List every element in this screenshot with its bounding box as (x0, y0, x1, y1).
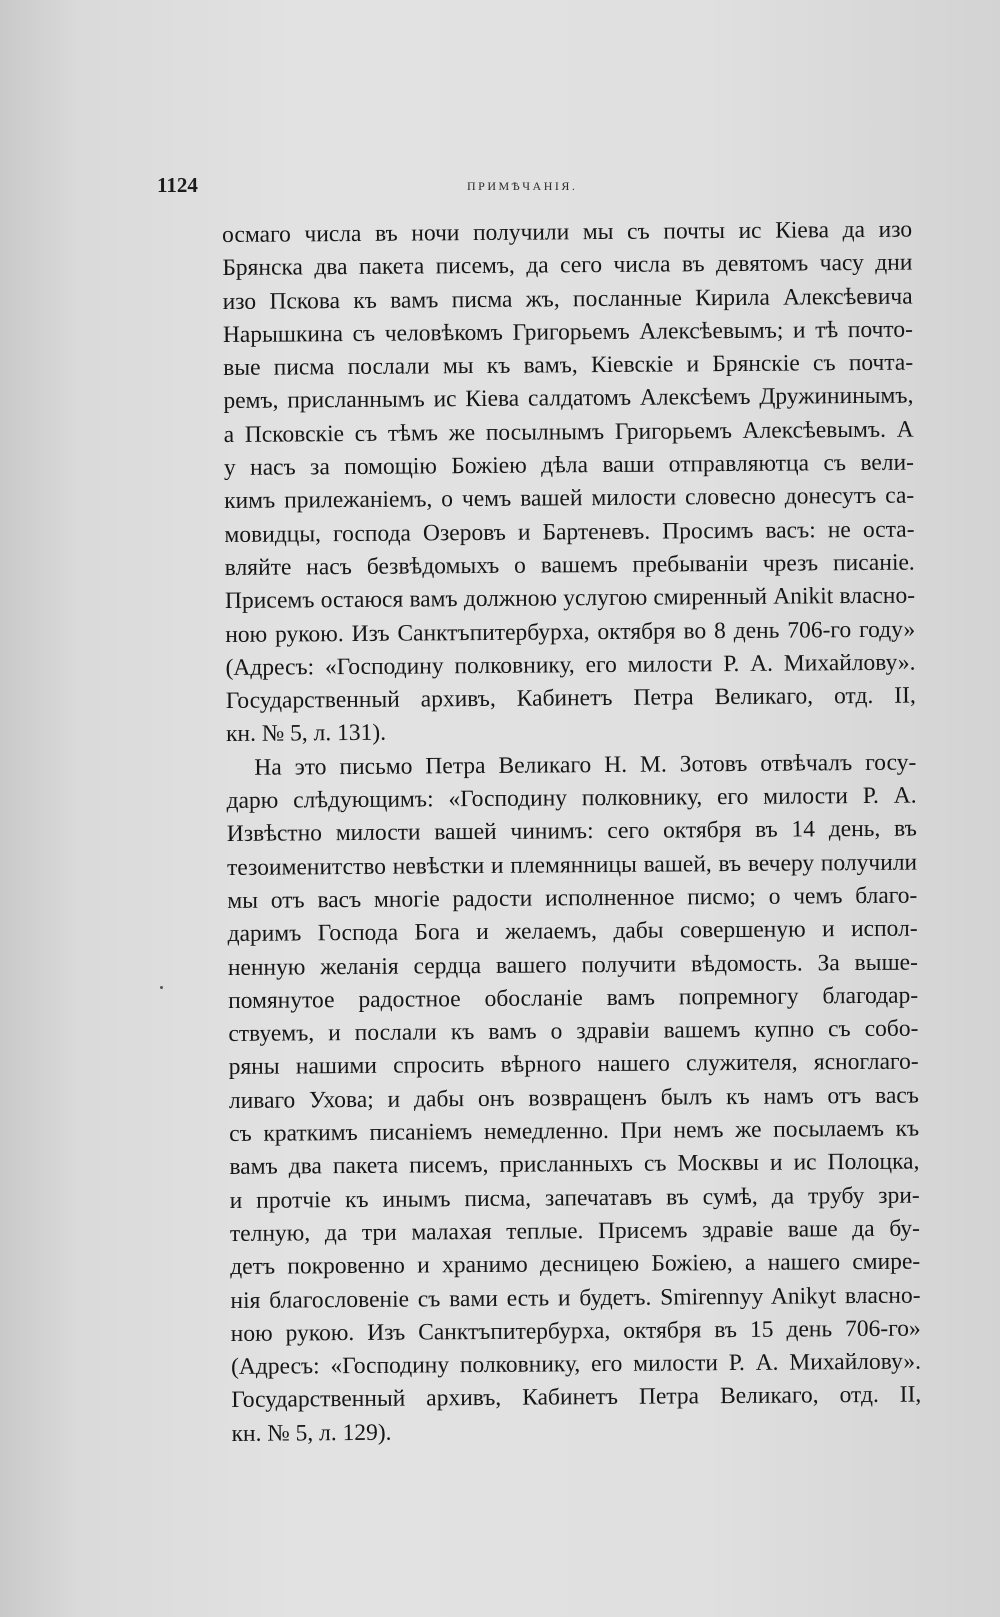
text-line: вые писма послали мы къ вамъ, Кіевскіе и Брянскіе съ почта- (223, 349, 914, 382)
text-line: вляйте насъ безвѣдомыхъ о вашемъ пребываніи чрезъ писаніе. (224, 549, 915, 581)
text-line: ствуемъ, и послали къ вамъ о здравіи вашемъ купно съ собо- (228, 1015, 919, 1048)
text-line: Государственный архивъ, Кабинетъ Петра Великаго, отд. II, (231, 1381, 922, 1414)
text-line: изо Пскова къ вамъ писма жъ, посланные Кирила Алексѣевича (222, 283, 913, 315)
text-line: телную, да три малахая теплые. Присемъ здравіе ваше да бу- (229, 1215, 921, 1247)
text-line: и протчіе къ инымъ писма, запечатавъ въ сумѣ, да трубу зри- (229, 1182, 920, 1214)
text-line: ливаго Ухова; и дабы онъ возвращенъ былъ къ намъ отъ васъ (228, 1082, 920, 1114)
text-line: мовидцы, господа Озеровъ и Бартеневъ. Просимъ васъ: не оста- (224, 516, 915, 548)
text-line: Извѣстно милости вашей чинимъ: сего октября въ 14 день, въ (226, 815, 917, 848)
text-line: (Адресъ: «Господину полковнику, его милости Р. А. Михайлову». (230, 1348, 922, 1381)
text-line: Нарышкина съ человѣкомъ Григорьемъ Алексѣевымъ; и тѣ почто- (222, 316, 913, 348)
text-line: мы отъ васъ многіе радости исполненное писмо; о чемъ благо- (227, 882, 918, 914)
text-line: ною рукою. Изъ Санктъпитербурха, октября въ 15 день 706-го» (230, 1315, 921, 1347)
text-line: ремъ, присланнымъ ис Кіева салдатомъ Алексѣемъ Дружининымъ, (223, 383, 914, 415)
text-line: ряны нашими спросить вѣрного нашего служителя, ясноглаго- (228, 1048, 919, 1081)
text-line: кимъ прилежаніемъ, о чемъ вашей милости словесно донесутъ са- (224, 482, 915, 515)
text-line: а Псковскіе съ тѣмъ же посылнымъ Григорьемъ Алексѣевымъ. А (223, 416, 914, 448)
text-line: вамъ два пакета писемъ, присланныхъ съ Москвы и ис Полоцка, (229, 1148, 920, 1181)
paragraph-2 (226, 746, 921, 1451)
text-line: детъ покровенно и хранимо десницею Божіею, а нашего смире- (230, 1248, 921, 1281)
page-number: 1124 (157, 173, 198, 197)
text-line: даримъ Господа Бога и желаемъ, дабы совершеную и испол- (227, 915, 918, 948)
text-line: нія благословеніе съ вами есть и будетъ. Smirennyy Anikyt власно- (230, 1282, 921, 1314)
text-line: помянутое радостное обосланіе вамъ попремногу благодар- (228, 982, 919, 1014)
body-text (222, 214, 922, 1451)
text-line: кн. № 5, л. 131). (225, 720, 387, 748)
page-header (157, 173, 917, 203)
text-line: На это письмо Петра Великаго Н. М. Зотовъ отвѣчалъ госу- (254, 749, 917, 781)
text-line: Брянска два пакета писемъ, да сего числа въ девятомъ часу дни (222, 249, 913, 282)
running-head: ПРИМѢЧАНІЯ. (467, 179, 578, 193)
text-line: осмаго числа въ ночи получили мы съ почты ис Кіева да изо (222, 216, 913, 248)
text-line: у насъ за помощію Божіею дѣла ваши отправляютца съ вели- (223, 449, 915, 482)
text-line: кн. № 5, л. 129). (231, 1419, 392, 1447)
text-line: Присемъ остаюся вамъ должною услугою смиренный Anikit власно- (224, 582, 916, 615)
text-line: тезоименитство невѣстки и племянницы вашей, въ вечеру получили (226, 849, 918, 881)
paragraph-1 (222, 214, 916, 752)
text-line: дарю слѣдующимъ: «Господину полковнику, его милости Р. А. (226, 782, 917, 815)
text-line: (Адресъ: «Господину полковнику, его милости Р. А. Михайлову». (225, 649, 916, 681)
text-line: ненную желанія сердца вашего получити вѣдомость. За выше- (227, 949, 918, 981)
text-line: Государственный архивъ, Кабинетъ Петра Великаго, отд. II, (225, 682, 916, 715)
paper-speck (160, 986, 163, 989)
text-line: ною рукою. Изъ Санктъпитербурха, октября во 8 день 706-го году» (225, 616, 916, 648)
text-line: съ краткимъ писаніемъ немедленно. При немъ же посылаемъ къ (229, 1115, 920, 1147)
